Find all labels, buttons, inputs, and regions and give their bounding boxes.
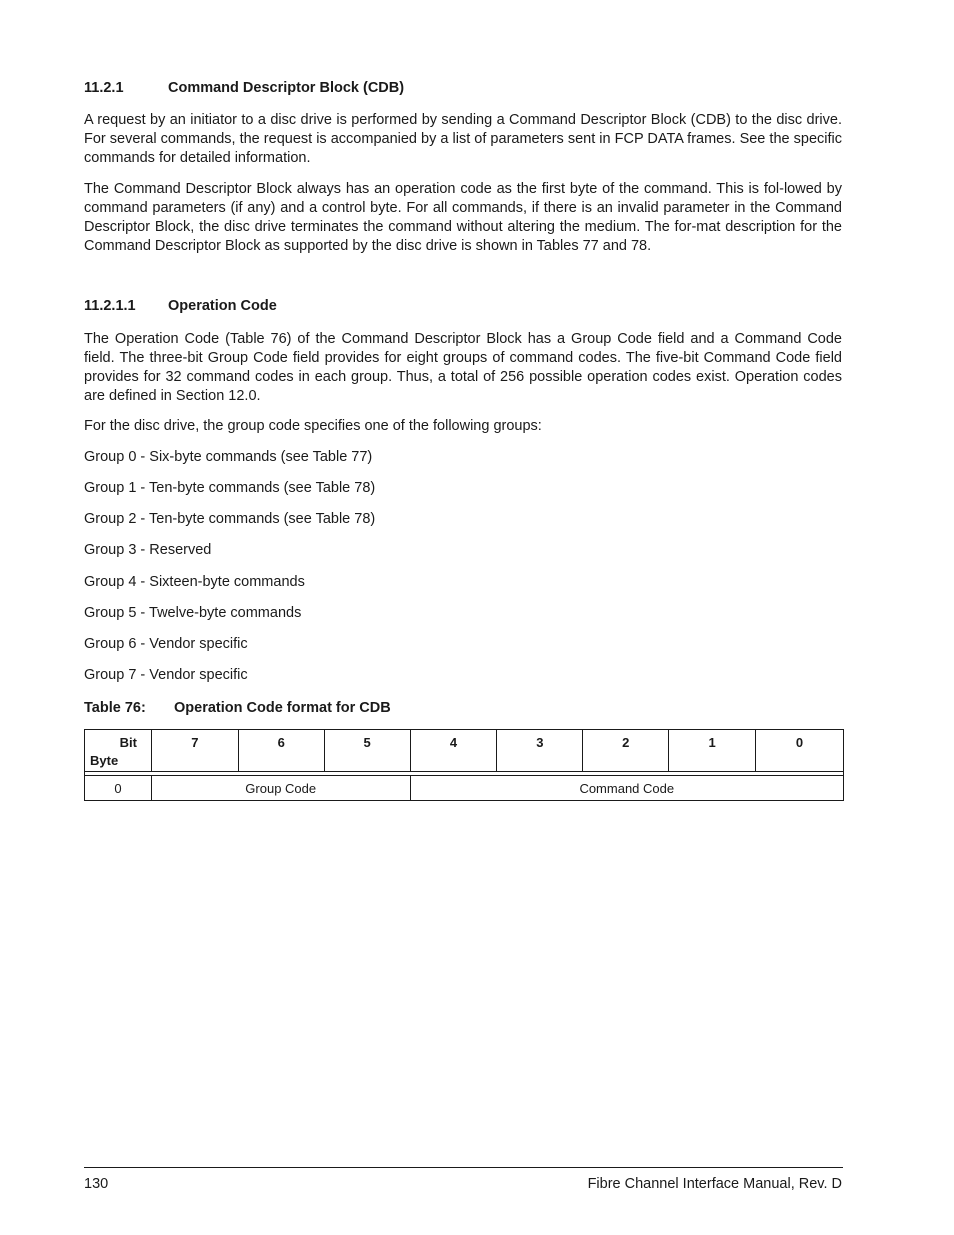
group-item: Group 0 - Six-byte commands (see Table 77) [84, 449, 373, 465]
bit-header-cell: 2 [583, 730, 669, 772]
subsection-number: 11.2.1.1 [84, 298, 136, 314]
table-header-row [85, 730, 844, 772]
bit-header-cell: 6 [238, 730, 324, 772]
table-caption-title: Operation Code format for CDB [174, 700, 391, 716]
bit-header-cell: 3 [497, 730, 583, 772]
section-number: 11.2.1 [84, 80, 124, 96]
group-item: Group 6 - Vendor specific [84, 636, 248, 652]
group-item: Group 7 - Vendor specific [84, 667, 248, 683]
section-title: Command Descriptor Block (CDB) [168, 80, 405, 96]
section-paragraph-2: The Command Descriptor Block always has an operation code as the first byte of the command. This is fol-lowed by command parameters (if any) and a control byte. For all commands, if there is an invalid parameter in the Command Descriptor Block, the disc drive terminates the command without altering the medium. The for-mat description for the Command Descriptor Block as supported by the disc drive is shown in Tables 77 and 78. [84, 181, 842, 254]
footer-document-title: Fibre Channel Interface Manual, Rev. D [587, 1176, 842, 1192]
subsection-paragraph-2: For the disc drive, the group code specifies one of the following groups: [84, 418, 542, 434]
table-caption-number: Table 76: [84, 700, 146, 716]
subsection-title: Operation Code [168, 298, 277, 314]
group-item: Group 1 - Ten-byte commands (see Table 78) [84, 480, 376, 496]
bit-header-cell: 4 [410, 730, 497, 772]
group-item: Group 4 - Sixteen-byte commands [84, 574, 305, 590]
bit-header-cell: 1 [669, 730, 756, 772]
footer-rule [84, 1167, 843, 1168]
bit-header-cell: 5 [324, 730, 410, 772]
table-row [85, 776, 844, 801]
byte-number-cell: 0 [85, 776, 152, 801]
page-number: 130 [84, 1176, 109, 1192]
bit-byte-corner-cell [85, 730, 152, 772]
table-caption [84, 700, 391, 716]
subsection-heading [84, 298, 277, 314]
bit-header-cell: 0 [756, 730, 844, 772]
group-code-cell: Group Code [151, 776, 410, 801]
byte-label: Byte [90, 753, 119, 768]
operation-code-table [84, 729, 844, 801]
command-code-cell: Command Code [410, 776, 843, 801]
section-paragraph-1: A request by an initiator to a disc drive is performed by sending a Command Descriptor Block (CDB) to the disc drive. For several commands, the request is accompanied by a list of parameters sent in FCP DATA frames. See the specific commands for detailed information. [84, 112, 842, 166]
group-item: Group 2 - Ten-byte commands (see Table 78) [84, 511, 376, 527]
bit-label: Bit [119, 735, 137, 750]
section-heading [84, 80, 404, 96]
subsection-paragraph-1: The Operation Code (Table 76) of the Command Descriptor Block has a Group Code field and a Command Code field. The three-bit Group Code field provides for eight groups of command codes. The five-bit Command Code field provides for 32 command codes in each group. Thus, a total of 256 possible operation codes exist. Operation codes are defined in Section 12.0. [84, 331, 842, 404]
bit-header-cell: 7 [151, 730, 238, 772]
group-item: Group 5 - Twelve-byte commands [84, 605, 302, 621]
group-item: Group 3 - Reserved [84, 542, 212, 558]
